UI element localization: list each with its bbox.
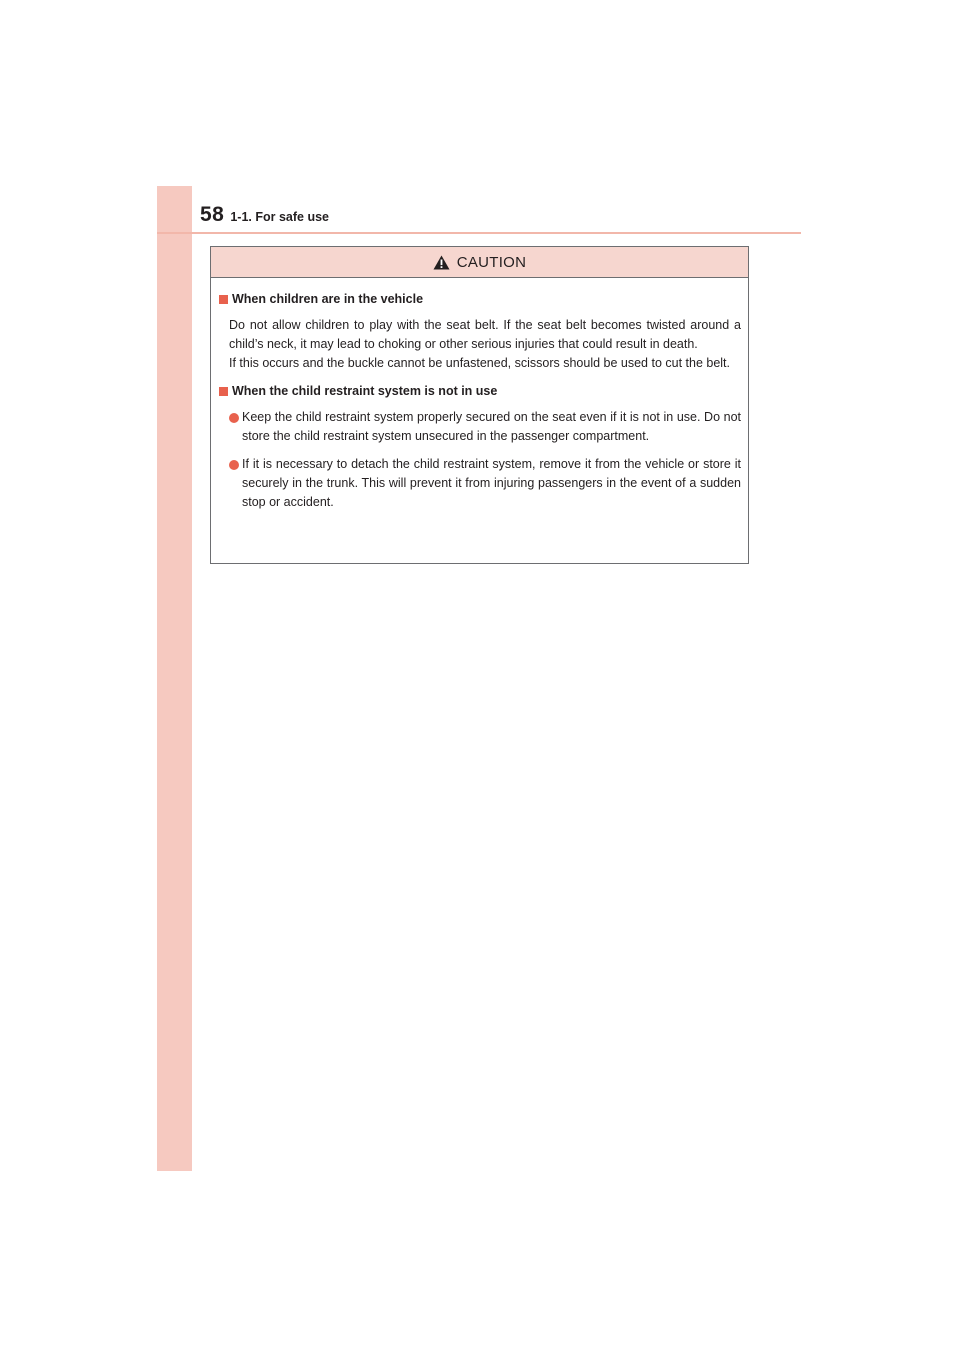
page-number: 58 bbox=[200, 203, 225, 226]
section-heading-text: When children are in the vehicle bbox=[232, 292, 424, 306]
round-bullet-icon bbox=[229, 413, 239, 423]
caution-label: CAUTION bbox=[456, 253, 527, 271]
caution-box bbox=[210, 246, 749, 564]
list-item-text: If it is necessary to detach the child restraint system, remove it from the vehicle or store it securely in the trunk. This will prevent it from injuring passengers in the event of a sudden stop or accident. bbox=[242, 457, 741, 509]
square-bullet-icon bbox=[219, 295, 228, 304]
list-item bbox=[219, 408, 741, 446]
caution-body bbox=[211, 278, 748, 512]
round-bullet-icon bbox=[229, 460, 239, 470]
section-heading-text: When the child restraint system is not in use bbox=[232, 384, 498, 398]
side-tab-band bbox=[157, 186, 192, 1171]
list-item bbox=[219, 455, 741, 512]
section-heading bbox=[219, 382, 741, 401]
body-paragraph: If this occurs and the buckle cannot be unfastened, scissors should be used to cut the belt. bbox=[229, 356, 731, 370]
header-rule bbox=[157, 232, 801, 234]
section-heading bbox=[219, 290, 741, 309]
section-title: 1-1. For safe use bbox=[230, 210, 330, 224]
body-paragraph: Do not allow children to play with the seat belt. If the seat belt becomes twisted around a child’s neck, it may lead to choking or other serious injuries that could result in death. bbox=[229, 318, 741, 351]
page-header bbox=[200, 203, 329, 233]
warning-triangle-icon bbox=[433, 255, 450, 270]
list-item-text: Keep the child restraint system properly secured on the seat even if it is not in use. Do not store the child restraint system unsecured in the passenger compartment. bbox=[242, 410, 741, 443]
square-bullet-icon bbox=[219, 387, 228, 396]
caution-header bbox=[211, 247, 748, 278]
